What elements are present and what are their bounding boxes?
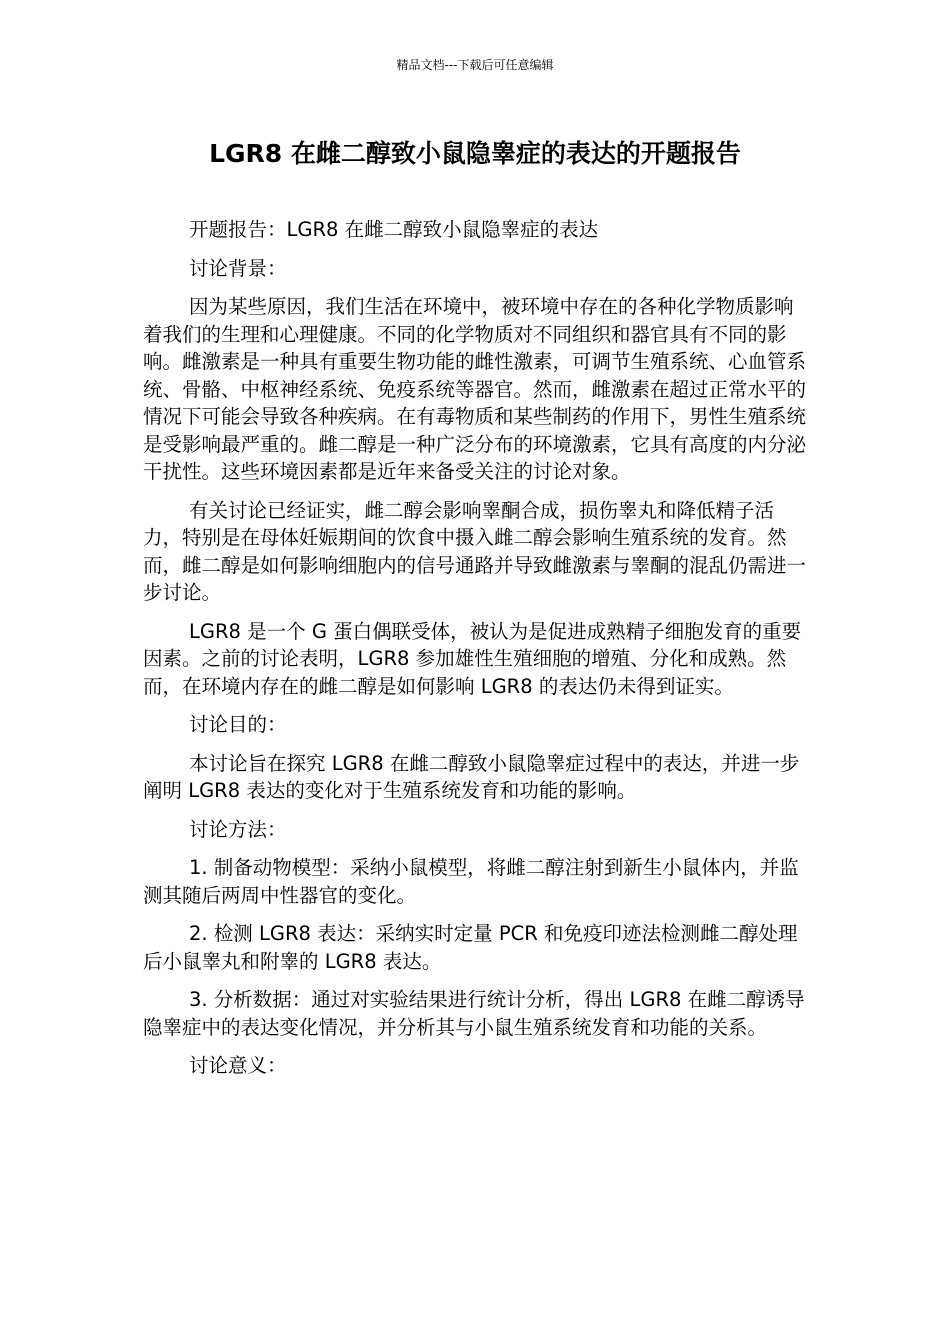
method-item-3: 3. 分析数据：通过对实验结果进行统计分析，得出 LGR8 在雌二醇诱导隐睾症中的表达变化情况，并分析其与小鼠生殖系统发育和功能的关系。: [143, 988, 805, 1039]
heading-methods: 讨论方法：: [189, 817, 287, 841]
paragraph-purpose: 本讨论旨在探究 LGR8 在雌二醇致小鼠隐睾症过程中的表达，并进一步阐明 LGR8 表达的变化对于生殖系统发育和功能的影响。: [143, 751, 800, 802]
heading-background: 讨论背景：: [189, 256, 287, 280]
method-item-2: 2. 检测 LGR8 表达：采纳实时定量 PCR 和免疫印迹法检测雌二醇处理后小鼠睾丸和附睾的 LGR8 表达。: [143, 922, 798, 973]
heading-significance: 讨论意义：: [189, 1054, 287, 1077]
paragraph-report-subject: 开题报告：LGR8 在雌二醇致小鼠隐睾症的表达: [189, 218, 599, 241]
document-title: LGR8 在雌二醇致小鼠隐睾症的表达的开题报告: [209, 139, 741, 168]
method-item-1: 1. 制备动物模型：采纳小鼠模型，将雌二醇注射到新生小鼠体内，并监测其随后两周中性器官的变化。: [143, 856, 799, 907]
document-body: [143, 216, 807, 1091]
header-note: 精品文档---下载后可任意编辑: [396, 58, 554, 72]
paragraph-background-3: LGR8 是一个 G 蛋白偶联受体，被认为是促进成熟精子细胞发育的重要因素。之前的讨论表明，LGR8 参加雄性生殖细胞的增殖、分化和成熟。然而，在环境内存在的雌二醇是如何影响 LGR8 的表达仍未得到证实。: [143, 619, 802, 698]
paragraph-background-2: 有关讨论已经证实，雌二醇会影响睾酮合成，损伤睾丸和降低精子活力，特别是在母体妊娠期间的饮食中摄入雌二醇会影响生殖系统的发育。然而，雌二醇是如何影响细胞内的信号通路并导致雌激素与睾酮的混乱仍需进一步讨论。: [143, 498, 807, 604]
heading-purpose: 讨论目的：: [189, 713, 287, 736]
paragraph-background-1: 因为某些原因，我们生活在环境中，被环境中存在的各种化学物质影响着我们的生理和心理健康。不同的化学物质对不同组织和器官具有不同的影响。雌激素是一种具有重要生物功能的雌性激素，可调节生殖系统、心血管系统、骨骼、中枢神经系统、免疫系统等器官。然而，雌激素在超过正常水平的情况下可能会导致各种疾病。在有毒物质和某些制药的作用下，男性生殖系统是受影响最严重的。雌二醇是一种广泛分布的环境激素，它具有高度的内分泌干扰性。这些环境因素都是近年来备受关注的讨论对象。: [143, 295, 807, 483]
